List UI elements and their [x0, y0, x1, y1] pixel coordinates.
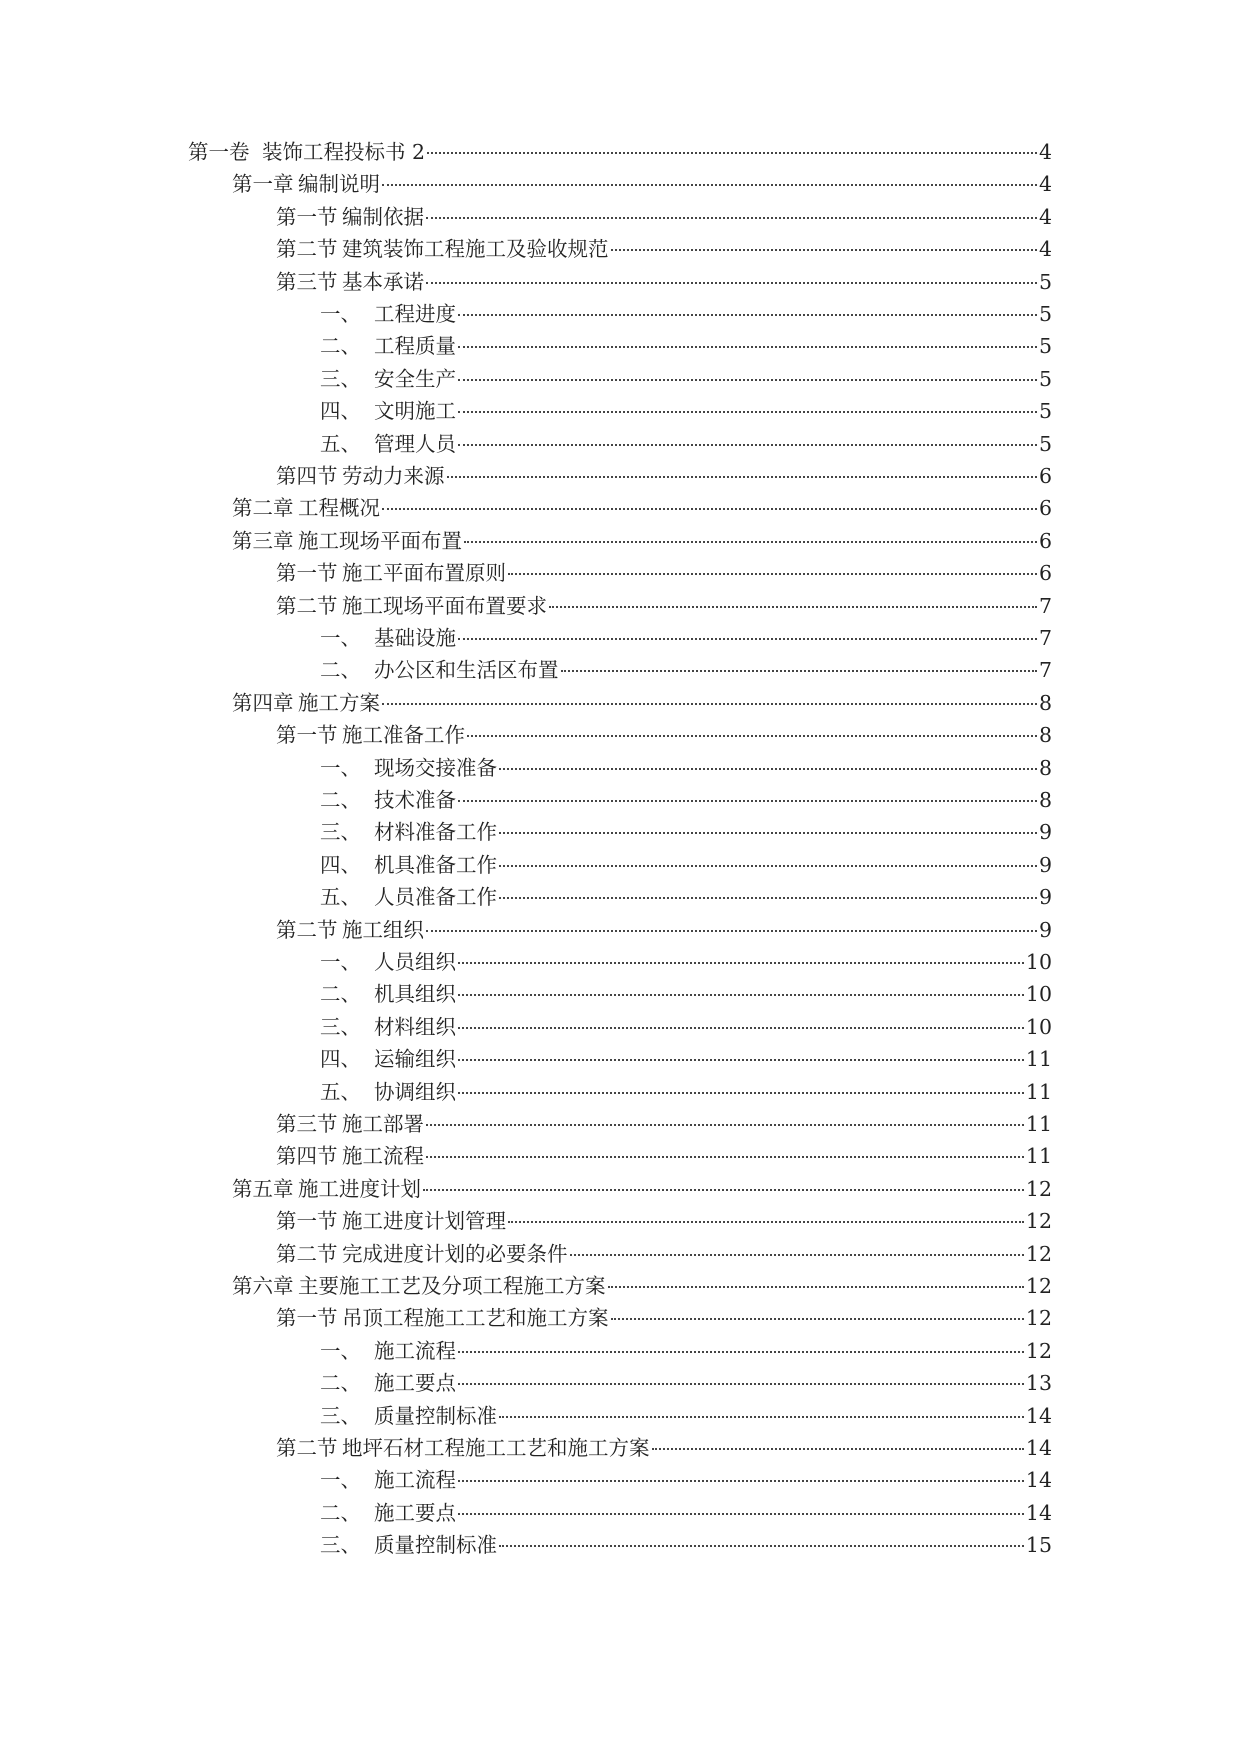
toc-entry-page-number: 9 — [1038, 820, 1052, 845]
toc-entry[interactable] — [276, 1140, 1052, 1172]
toc-entry-label — [320, 1335, 456, 1367]
toc-entry-title: 管理人员 — [374, 431, 456, 456]
toc-entry-label — [276, 1205, 506, 1237]
toc-entry-number: 四、 — [320, 399, 361, 424]
toc-entry-number: 第一节 — [276, 561, 338, 586]
toc-dot-leader — [423, 1189, 1024, 1191]
toc-entry-number: 一、 — [320, 950, 361, 974]
toc-entry-title: 施工流程 — [342, 1144, 424, 1169]
toc-entry-page-number: 4 — [1038, 172, 1052, 197]
toc-entry-page-number: 7 — [1038, 626, 1052, 650]
toc-entry-title: 施工方案 — [298, 690, 380, 715]
toc-entry-page-number: 11 — [1025, 1079, 1052, 1104]
toc-dot-leader — [458, 1383, 1024, 1385]
toc-entry-title: 编制依据 — [342, 204, 424, 229]
toc-entry-label — [320, 849, 497, 881]
toc-entry[interactable] — [320, 1367, 1052, 1399]
toc-entry[interactable] — [232, 492, 1052, 524]
toc-entry-title: 协调组织 — [374, 1079, 456, 1104]
toc-entry-label — [320, 654, 559, 686]
toc-entry-number: 第三节 — [276, 1112, 338, 1136]
toc-entry-number: 第二章 — [232, 496, 294, 521]
toc-entry-title: 施工要点 — [374, 1371, 456, 1396]
toc-entry[interactable] — [320, 298, 1052, 330]
toc-dot-leader — [458, 379, 1037, 381]
toc-entry[interactable] — [320, 849, 1052, 881]
toc-entry-number: 一、 — [320, 1338, 361, 1363]
toc-entry-title: 技术准备 — [374, 788, 456, 812]
toc-entry-title: 施工组织 — [342, 917, 424, 942]
toc-entry-title: 施工现场平面布置要求 — [342, 593, 547, 618]
toc-dot-leader — [426, 930, 1037, 932]
toc-entry-page-number: 12 — [1025, 1306, 1052, 1331]
toc-entry-title: 工程进度 — [374, 302, 456, 326]
toc-entry-title: 运输组织 — [374, 1047, 456, 1072]
toc-dot-leader — [427, 152, 1037, 154]
toc-entry-number: 第二节 — [276, 593, 338, 618]
toc-entry[interactable] — [320, 881, 1052, 913]
toc-entry-number: 第三节 — [276, 269, 338, 294]
toc-entry[interactable] — [320, 1011, 1052, 1043]
toc-entry[interactable] — [320, 428, 1052, 460]
toc-entry-number: 第一节 — [276, 1209, 338, 1234]
toc-entry-page-number: 11 — [1025, 1112, 1052, 1136]
toc-entry-number: 三、 — [320, 1403, 361, 1428]
toc-entry-label — [320, 1400, 497, 1432]
toc-dot-leader — [458, 800, 1037, 802]
toc-dot-leader — [499, 897, 1037, 899]
toc-entry-page-number: 14 — [1025, 1403, 1052, 1428]
toc-dot-leader — [549, 606, 1037, 608]
toc-dot-leader — [499, 832, 1037, 834]
toc-entry[interactable] — [320, 395, 1052, 427]
toc-dot-leader — [499, 865, 1037, 867]
toc-entry-page-number: 7 — [1038, 658, 1052, 683]
toc-entry-page-number: 12 — [1025, 1209, 1052, 1234]
toc-entry-number: 二、 — [320, 1500, 361, 1525]
toc-entry[interactable] — [232, 1270, 1052, 1302]
toc-entry-page-number: 8 — [1038, 755, 1052, 780]
toc-entry-label — [276, 233, 609, 265]
toc-entry-label — [320, 428, 456, 460]
toc-dot-leader — [508, 1221, 1024, 1223]
toc-entry[interactable] — [276, 266, 1052, 298]
toc-entry[interactable] — [276, 1205, 1052, 1237]
toc-entry[interactable] — [320, 1464, 1052, 1496]
toc-entry-label — [320, 752, 497, 784]
toc-entry[interactable] — [320, 330, 1052, 362]
toc-entry-label — [320, 946, 456, 978]
toc-entry-page-number: 4 — [1038, 237, 1052, 262]
toc-entry[interactable] — [320, 1529, 1052, 1561]
toc-entry-number: 二、 — [320, 982, 361, 1007]
toc-entry-number: 第二节 — [276, 917, 338, 942]
toc-dot-leader — [611, 1318, 1024, 1320]
toc-dot-leader — [464, 541, 1037, 543]
toc-entry-page-number: 10 — [1025, 950, 1052, 974]
toc-entry-page-number: 6 — [1038, 561, 1052, 586]
toc-entry-number: 第二节 — [276, 1436, 338, 1460]
toc-dot-leader — [467, 735, 1037, 737]
toc-entry-page-number: 14 — [1025, 1468, 1052, 1493]
toc-entry-number: 第二节 — [276, 237, 338, 262]
toc-entry-label — [320, 1011, 456, 1043]
toc-entry-page-number: 12 — [1025, 1176, 1052, 1201]
toc-entry-label — [276, 1302, 609, 1334]
toc-entry-label — [320, 816, 497, 848]
toc-entry-title: 工程概况 — [298, 496, 380, 521]
toc-entry-page-number: 8 — [1038, 723, 1052, 748]
toc-entry[interactable] — [276, 1302, 1052, 1334]
toc-entry-page-number: 5 — [1038, 269, 1052, 294]
toc-entry-title: 工程质量 — [374, 334, 456, 359]
toc-entry-number: 第一节 — [276, 204, 338, 229]
toc-dot-leader — [458, 411, 1037, 413]
toc-entry[interactable] — [276, 201, 1052, 233]
toc-dot-leader — [570, 1254, 1024, 1256]
toc-entry-number: 第二节 — [276, 1241, 338, 1266]
toc-entry-page-number: 5 — [1038, 302, 1052, 326]
toc-dot-leader — [382, 184, 1037, 186]
toc-entry[interactable] — [320, 1497, 1052, 1529]
toc-entry-label — [276, 1140, 424, 1172]
toc-entry-label — [320, 395, 456, 427]
toc-dot-leader — [382, 703, 1037, 705]
toc-dot-leader — [458, 1480, 1024, 1482]
toc-entry-title: 机具准备工作 — [374, 852, 497, 877]
toc-entry-title: 装饰工程投标书 2 — [262, 140, 426, 164]
toc-entry[interactable] — [320, 978, 1052, 1010]
toc-entry-title: 基本承诺 — [342, 269, 424, 294]
toc-entry-number: 五、 — [320, 885, 361, 910]
toc-entry-title: 施工准备工作 — [342, 723, 465, 748]
toc-entry-number: 一、 — [320, 755, 361, 780]
toc-entry-number: 第六章 — [232, 1274, 294, 1298]
toc-entry-number: 第四节 — [276, 464, 338, 488]
toc-entry-title: 主要施工工艺及分项工程施工方案 — [298, 1274, 606, 1298]
toc-entry-label — [320, 784, 456, 816]
toc-entry-number: 一、 — [320, 302, 361, 326]
toc-entry-page-number: 8 — [1038, 690, 1052, 715]
toc-entry-page-number: 11 — [1025, 1047, 1052, 1072]
toc-entry-label — [276, 201, 424, 233]
toc-dot-leader — [458, 1027, 1024, 1029]
toc-entry-page-number: 6 — [1038, 464, 1052, 488]
toc-entry-number: 二、 — [320, 1371, 361, 1396]
toc-dot-leader — [458, 1351, 1024, 1353]
toc-entry-number: 五、 — [320, 1079, 361, 1104]
toc-dot-leader — [458, 1059, 1024, 1061]
toc-entry-title: 建筑装饰工程施工及验收规范 — [342, 237, 609, 262]
toc-entry-title: 劳动力来源 — [342, 464, 445, 488]
toc-entry-title: 办公区和生活区布置 — [374, 658, 559, 683]
toc-entry-number: 四、 — [320, 852, 361, 877]
toc-entry-page-number: 11 — [1025, 1144, 1052, 1169]
toc-entry-number: 二、 — [320, 788, 361, 812]
toc-entry-page-number: 12 — [1025, 1241, 1052, 1266]
toc-entry-title: 施工平面布置原则 — [342, 561, 506, 586]
toc-entry[interactable] — [320, 654, 1052, 686]
toc-dot-leader — [426, 282, 1037, 284]
toc-dot-leader — [458, 994, 1024, 996]
toc-entry-label — [276, 1432, 650, 1464]
toc-entry-title: 完成进度计划的必要条件 — [342, 1241, 568, 1266]
toc-entry-page-number: 6 — [1038, 496, 1052, 521]
toc-entry-page-number: 8 — [1038, 788, 1052, 812]
toc-entry-number: 二、 — [320, 334, 361, 359]
toc-entry-page-number: 14 — [1025, 1500, 1052, 1525]
toc-entry-label — [276, 557, 506, 589]
toc-entry-page-number: 12 — [1025, 1338, 1052, 1363]
toc-entry[interactable] — [320, 622, 1052, 654]
toc-entry-page-number: 5 — [1038, 431, 1052, 456]
toc-entry-number: 第一章 — [232, 172, 294, 197]
toc-entry-label — [320, 330, 456, 362]
toc-entry[interactable] — [276, 914, 1052, 946]
toc-entry-page-number: 10 — [1025, 982, 1052, 1007]
toc-entry-title: 质量控制标准 — [374, 1533, 497, 1558]
toc-dot-leader — [426, 1124, 1024, 1126]
toc-entry-page-number: 4 — [1038, 204, 1052, 229]
toc-entry-title: 施工流程 — [374, 1338, 456, 1363]
toc-entry[interactable] — [276, 460, 1052, 492]
toc-entry[interactable] — [232, 168, 1052, 200]
toc-entry-label — [320, 298, 456, 330]
toc-entry[interactable] — [320, 1335, 1052, 1367]
toc-entry-page-number: 9 — [1038, 917, 1052, 942]
toc-entry-number: 二、 — [320, 658, 361, 683]
toc-dot-leader — [499, 1545, 1024, 1547]
toc-dot-leader — [458, 962, 1024, 964]
toc-dot-leader — [458, 314, 1037, 316]
toc-entry[interactable] — [320, 752, 1052, 784]
toc-entry-label — [276, 266, 424, 298]
toc-entry-page-number: 5 — [1038, 366, 1052, 391]
toc-dot-leader — [458, 444, 1037, 446]
toc-dot-leader — [382, 508, 1037, 510]
toc-entry[interactable] — [320, 1043, 1052, 1075]
toc-entry[interactable] — [320, 363, 1052, 395]
toc-entry-label — [188, 136, 425, 168]
toc-dot-leader — [561, 670, 1037, 672]
toc-entry-label — [320, 1076, 456, 1108]
toc-entry-page-number: 12 — [1025, 1274, 1052, 1298]
toc-dot-leader — [508, 573, 1037, 575]
toc-dot-leader — [458, 1513, 1024, 1515]
toc-entry-label — [232, 492, 380, 524]
toc-entry-label — [232, 687, 380, 719]
toc-dot-leader — [611, 249, 1037, 251]
toc-entry-label — [320, 881, 497, 913]
toc-entry-title: 人员组织 — [374, 950, 456, 974]
toc-entry-title: 吊顶工程施工工艺和施工方案 — [342, 1306, 609, 1331]
toc-entry-title: 机具组织 — [374, 982, 456, 1007]
toc-entry-title: 质量控制标准 — [374, 1403, 497, 1428]
toc-entry-page-number: 13 — [1025, 1371, 1052, 1396]
toc-dot-leader — [608, 1286, 1024, 1288]
toc-entry-title: 施工现场平面布置 — [298, 528, 462, 553]
toc-entry-title: 施工部署 — [342, 1112, 424, 1136]
toc-entry-number: 三、 — [320, 366, 361, 391]
toc-dot-leader — [458, 638, 1037, 640]
toc-entry-label — [276, 1238, 568, 1270]
toc-entry[interactable] — [276, 590, 1052, 622]
toc-entry[interactable] — [320, 816, 1052, 848]
toc-entry-label — [276, 719, 465, 751]
toc-entry-page-number: 5 — [1038, 334, 1052, 359]
toc-entry[interactable] — [276, 1432, 1052, 1464]
toc-dot-leader — [499, 768, 1037, 770]
toc-entry-number: 第五章 — [232, 1176, 294, 1201]
toc-entry-page-number: 15 — [1025, 1533, 1052, 1558]
toc-entry-title: 材料准备工作 — [374, 820, 497, 845]
toc-entry[interactable] — [276, 557, 1052, 589]
toc-entry[interactable] — [276, 233, 1052, 265]
toc-dot-leader — [426, 217, 1037, 219]
toc-entry-page-number: 4 — [1038, 140, 1052, 164]
toc-entry-number: 三、 — [320, 820, 361, 845]
toc-dot-leader — [499, 1416, 1024, 1418]
toc-entry-label — [320, 1367, 456, 1399]
toc-entry-label — [232, 168, 380, 200]
toc-entry-page-number: 14 — [1025, 1436, 1052, 1460]
toc-entry[interactable] — [320, 1400, 1052, 1432]
toc-entry-label — [320, 363, 456, 395]
toc-dot-leader — [652, 1448, 1024, 1450]
toc-entry-title: 人员准备工作 — [374, 885, 497, 910]
toc-entry-page-number: 5 — [1038, 399, 1052, 424]
toc-entry-number: 第三章 — [232, 528, 294, 553]
toc-entry-title: 安全生产 — [374, 366, 456, 391]
toc-entry[interactable] — [232, 1173, 1052, 1205]
toc-entry[interactable] — [232, 525, 1052, 557]
toc-entry-number: 三、 — [320, 1014, 361, 1039]
toc-entry-page-number: 9 — [1038, 852, 1052, 877]
toc-entry-number: 一、 — [320, 626, 361, 650]
toc-entry-page-number: 7 — [1038, 593, 1052, 618]
toc-entry[interactable] — [320, 1076, 1052, 1108]
toc-dot-leader — [458, 346, 1037, 348]
toc-entry[interactable] — [320, 946, 1052, 978]
toc-entry-number: 第四节 — [276, 1144, 338, 1169]
toc-entry[interactable] — [276, 719, 1052, 751]
toc-entry-label — [232, 525, 462, 557]
toc-entry-label — [276, 590, 547, 622]
toc-entry-page-number: 6 — [1038, 528, 1052, 553]
toc-entry-page-number: 10 — [1025, 1014, 1052, 1039]
toc-entry-title: 编制说明 — [298, 172, 380, 197]
toc-entry[interactable] — [320, 784, 1052, 816]
toc-entry-title: 基础设施 — [374, 626, 456, 650]
toc-dot-leader — [458, 1092, 1024, 1094]
toc-entry-label — [276, 1108, 424, 1140]
toc-entry-title: 施工进度计划管理 — [342, 1209, 506, 1234]
toc-entry-number: 一、 — [320, 1468, 361, 1493]
toc-entry-number: 第一卷 — [188, 140, 250, 164]
toc-entry-title: 施工流程 — [374, 1468, 456, 1493]
toc-entry-label — [320, 622, 456, 654]
toc-entry-label — [320, 978, 456, 1010]
toc-entry-label — [232, 1270, 606, 1302]
toc-dot-leader — [447, 476, 1037, 478]
toc-entry-number: 三、 — [320, 1533, 361, 1558]
toc-entry[interactable] — [232, 687, 1052, 719]
toc-entry-title: 施工要点 — [374, 1500, 456, 1525]
toc-dot-leader — [426, 1156, 1024, 1158]
toc-entry-label — [320, 1497, 456, 1529]
toc-entry-label — [320, 1043, 456, 1075]
toc-entry-label — [276, 460, 445, 492]
toc-entry-number: 五、 — [320, 431, 361, 456]
toc-entry-title: 材料组织 — [374, 1014, 456, 1039]
toc-entry-title: 文明施工 — [374, 399, 456, 424]
toc-entry-number: 第一节 — [276, 1306, 338, 1331]
toc-entry-title: 施工进度计划 — [298, 1176, 421, 1201]
toc-entry-number: 第四章 — [232, 690, 294, 715]
toc-entry-title: 现场交接准备 — [374, 755, 497, 780]
toc-entry-label — [232, 1173, 421, 1205]
toc-entry-number: 四、 — [320, 1047, 361, 1072]
toc-entry-label — [276, 914, 424, 946]
toc-entry-label — [320, 1529, 497, 1561]
toc-entry-label — [320, 1464, 456, 1496]
toc-entry-page-number: 9 — [1038, 885, 1052, 910]
toc-entry[interactable] — [188, 136, 1052, 168]
toc-entry[interactable] — [276, 1108, 1052, 1140]
toc-entry-number: 第一节 — [276, 723, 338, 748]
toc-entry-title: 地坪石材工程施工工艺和施工方案 — [342, 1436, 650, 1460]
toc-entry[interactable] — [276, 1238, 1052, 1270]
